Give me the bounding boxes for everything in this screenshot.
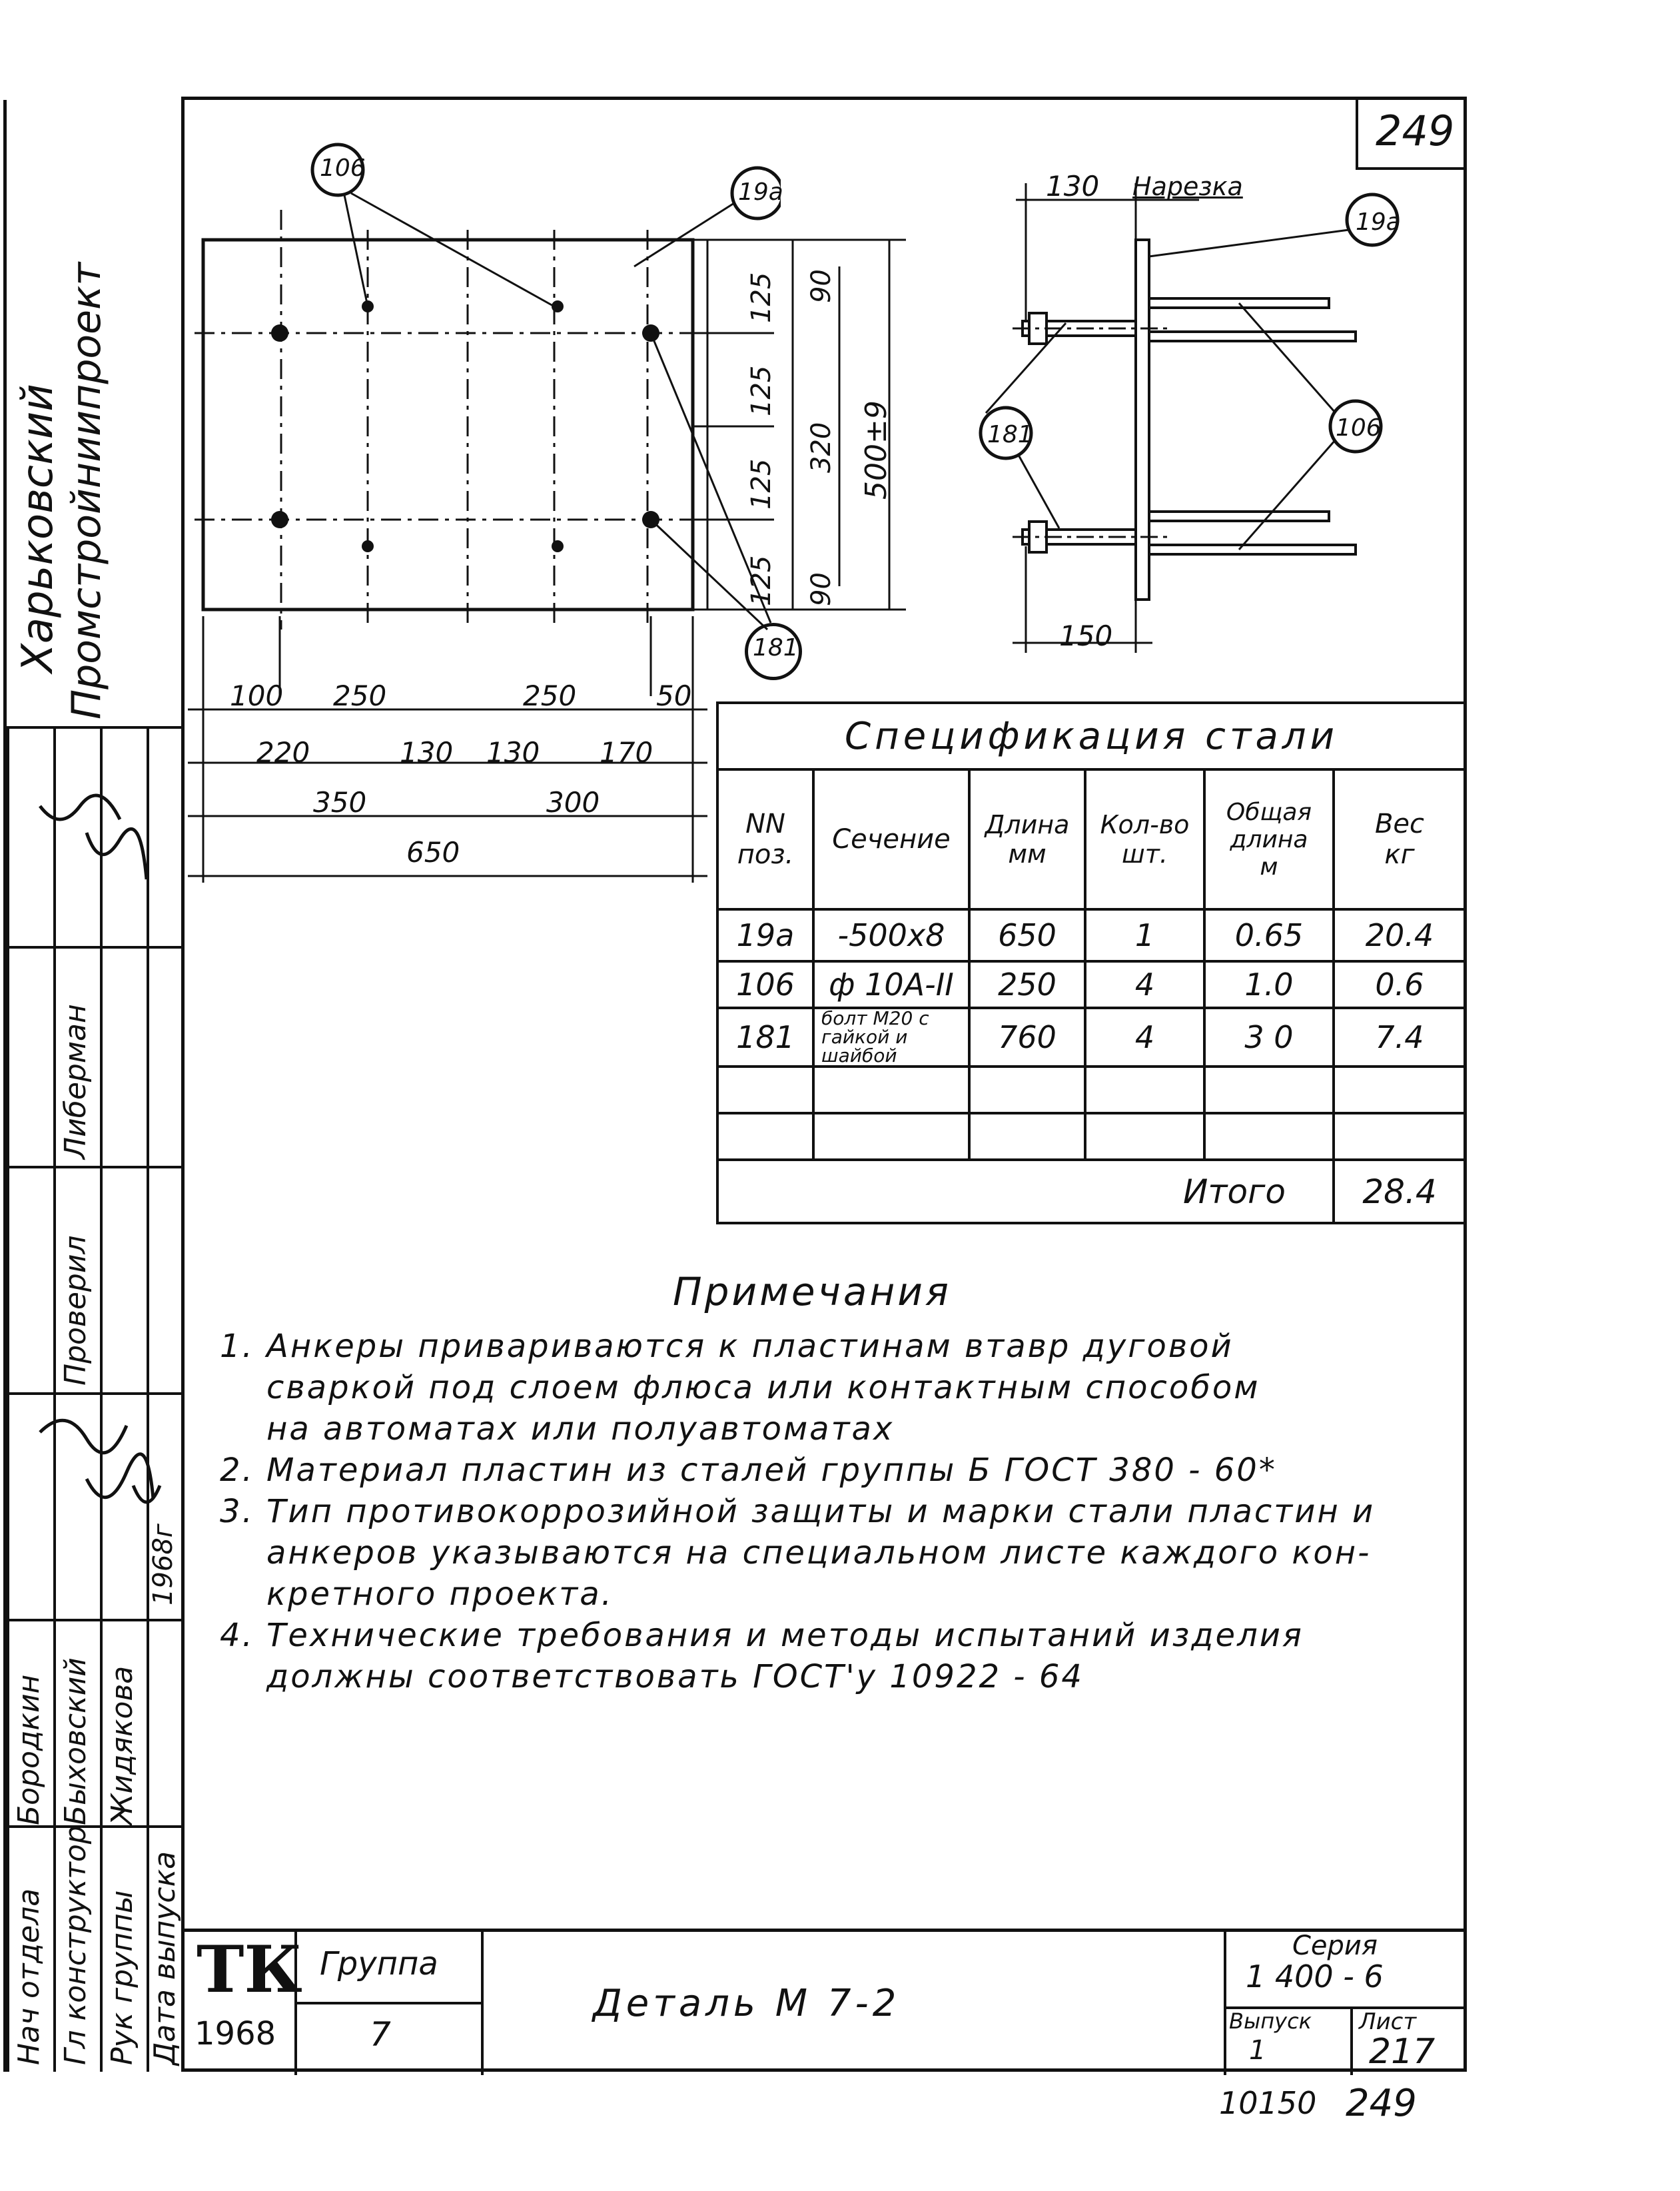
note-line: на автоматах или полуавтоматах bbox=[266, 1410, 895, 1448]
bolt-hole bbox=[271, 324, 288, 342]
spec-row-empty bbox=[717, 1067, 1466, 1113]
group-label: Группа bbox=[320, 1945, 438, 1982]
note-line: должны соответствовать ГОСТ'у 10922 - 64 bbox=[266, 1658, 1084, 1695]
dim-130-2: 130 bbox=[486, 736, 540, 769]
org-line2: Промстройниипроект bbox=[63, 262, 110, 719]
notes-body bbox=[220, 1326, 1446, 1697]
sheet-value: 217 bbox=[1369, 2032, 1436, 2072]
side-view bbox=[959, 160, 1466, 679]
dim-250-2: 250 bbox=[523, 679, 577, 712]
dim-500: 500±9 bbox=[859, 400, 893, 500]
logo-tk: ТК bbox=[197, 1932, 302, 2007]
stamp-date: 1968г bbox=[148, 1524, 179, 1605]
note-line: 3. Тип противокоррозийной защиты и марки стали пластин и bbox=[220, 1493, 1376, 1530]
side-callout-19a: 19а bbox=[1356, 209, 1401, 236]
sheet-number-top: 249 bbox=[1376, 107, 1455, 155]
callout-106-label: 106 bbox=[320, 155, 366, 182]
spec-header-total-len: Общая длина м bbox=[1204, 769, 1334, 909]
dim-90-2: 90 bbox=[806, 572, 837, 606]
spec-header-qty: Кол-во шт. bbox=[1085, 769, 1204, 909]
spec-row: 19а -500x8 650 1 0.65 20.4 bbox=[717, 909, 1466, 961]
spec-table bbox=[716, 701, 1467, 1224]
dim-350: 350 bbox=[313, 786, 367, 819]
role-date: Дата выпуска bbox=[148, 1851, 182, 2065]
footer-sheet: 249 bbox=[1346, 2082, 1417, 2125]
bolt-hole bbox=[271, 511, 288, 528]
side-dim-150: 150 bbox=[1059, 620, 1113, 652]
dim-130-1: 130 bbox=[400, 736, 454, 769]
side-callout-181: 181 bbox=[987, 421, 1033, 448]
note-line: кретного проекта. bbox=[266, 1575, 614, 1613]
note-line: 1. Анкеры привариваются к пластинам втавр дуговой bbox=[220, 1328, 1234, 1365]
sheet-label: Лист bbox=[1359, 2008, 1417, 2035]
org-line1: Харьковский bbox=[13, 384, 63, 673]
dim-125-3: 125 bbox=[746, 458, 777, 510]
spec-header-section: Сечение bbox=[813, 769, 969, 909]
note-line: 2. Материал пластин из сталей группы Б ГОСТ 380 - 60* bbox=[220, 1452, 1277, 1489]
issue-value: 1 bbox=[1249, 2035, 1266, 2066]
group-value: 7 bbox=[370, 2015, 391, 2054]
note-line: сваркой под слоем флюса или контактным способом bbox=[266, 1369, 1260, 1406]
dim-125-4: 125 bbox=[746, 555, 777, 606]
spec-row-empty bbox=[717, 1113, 1466, 1160]
role-chief: Гл конструктор bbox=[59, 1825, 93, 2065]
title-year: 1968 bbox=[195, 2015, 276, 2052]
spec-title: Спецификация стали bbox=[717, 703, 1466, 769]
role-head: Нач отдела bbox=[12, 1888, 46, 2065]
checked-name: Либерман bbox=[59, 1004, 93, 1159]
note-line: анкеров указываются на специальном листе каждого кон- bbox=[266, 1534, 1372, 1571]
spec-row: 106 ф 10А-II 250 4 1.0 0.6 bbox=[717, 961, 1466, 1008]
dim-320: 320 bbox=[806, 422, 837, 473]
dim-300: 300 bbox=[546, 786, 600, 819]
side-thread-label: Нарезка bbox=[1132, 172, 1243, 201]
dim-170: 170 bbox=[600, 736, 653, 769]
spec-total-value: 28.4 bbox=[1334, 1160, 1466, 1223]
dim-125-1: 125 bbox=[746, 272, 777, 323]
spec-header-weight: Вес кг bbox=[1334, 769, 1466, 909]
notes-title: Примечания bbox=[673, 1269, 951, 1314]
role-group: Рук группы bbox=[105, 1890, 139, 2065]
note-line: 4. Технические требования и методы испытаний изделия bbox=[220, 1617, 1304, 1654]
plan-view bbox=[181, 97, 781, 916]
side-callout-106: 106 bbox=[1336, 414, 1382, 442]
dim-250-1: 250 bbox=[333, 679, 387, 712]
name-chief: Быховский bbox=[59, 1657, 93, 1825]
dim-220: 220 bbox=[256, 736, 310, 769]
drawing-title: Деталь М 7-2 bbox=[593, 1982, 901, 2025]
series-value: 1 400 - 6 bbox=[1246, 1959, 1384, 1994]
dim-50: 50 bbox=[656, 679, 692, 712]
issue-label: Выпуск bbox=[1229, 2008, 1312, 2034]
signatures bbox=[13, 766, 187, 1699]
dim-100: 100 bbox=[230, 679, 284, 712]
callout-181-label: 181 bbox=[753, 634, 799, 661]
name-head: Бородкин bbox=[12, 1674, 46, 1825]
spec-total-label: Итого bbox=[717, 1160, 1334, 1223]
dim-90-1: 90 bbox=[806, 269, 837, 303]
spec-header-pos: NN поз. bbox=[717, 769, 813, 909]
callout-19a-label: 19а bbox=[738, 179, 783, 206]
name-group: Жидякова bbox=[105, 1665, 139, 1825]
spec-header-length: Длина мм bbox=[969, 769, 1085, 909]
series-label: Серия bbox=[1292, 1931, 1378, 1961]
spec-row: 181 болт М20 с гайкой и шайбой 760 4 3 0 7.4 bbox=[717, 1008, 1466, 1067]
footer-code: 10150 bbox=[1219, 2085, 1317, 2121]
side-dim-130: 130 bbox=[1046, 170, 1100, 203]
dim-125-2: 125 bbox=[746, 365, 777, 416]
checked-label: Проверил bbox=[59, 1235, 93, 1386]
dim-650: 650 bbox=[406, 836, 460, 869]
